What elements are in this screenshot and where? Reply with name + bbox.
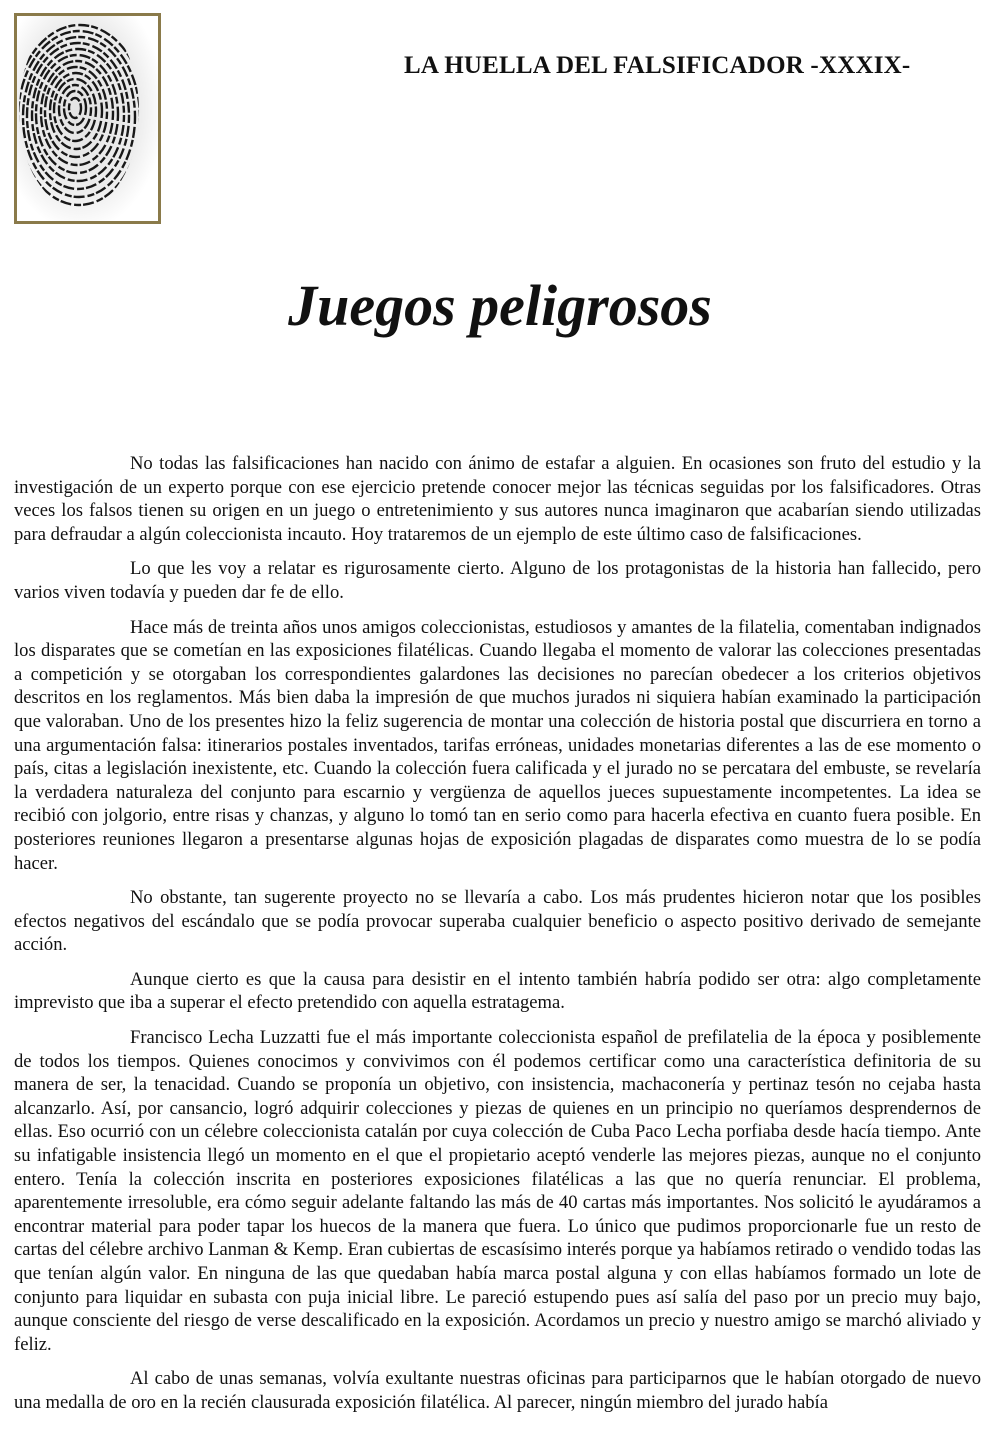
paragraph: Aunque cierto es que la causa para desistir en el intento también habría podido ser otra: algo completamente imprevisto que iba a superar el efecto pretendido con aquella estratagema. xyxy=(14,968,981,1014)
paragraph: Lo que les voy a relatar es rigurosamente cierto. Alguno de los protagonistas de la historia han fallecido, pero varios viven todavía y pueden dar fe de ello. xyxy=(14,558,981,603)
paragraph: No todas las falsificaciones han nacido con ánimo de estafar a alguien. En ocasiones son fruto del estudio y la investigación de un experto porque con ese ejercicio pretende conocer mejor las técnicas seguidas por los falsificadores. Otras veces los falsos tienen su origen en un juego o entretenimiento y sus autores nunca imaginaron que acabarían siendo utilizadas para defraudar a algún coleccionista incauto. Hoy trataremos de un ejemplo de este último caso de falsificaciones. xyxy=(14,453,981,545)
fingerprint-icon xyxy=(17,16,158,221)
article-body xyxy=(14,452,981,1426)
series-title: LA HUELLA DEL FALSIFICADOR -XXXIX- xyxy=(404,52,911,79)
paragraph: Al cabo de unas semanas, volvía exultante nuestras oficinas para participarnos que le habían otorgado de nuevo una medalla de oro en la recién clausurada exposición filatélica. Al parecer, ningún miembro del jurado había xyxy=(14,1368,981,1413)
paragraph: Hace más de treinta años unos amigos coleccionistas, estudiosos y amantes de la filatelia, comentaban indignados los disparates que se cometían en las exposiciones filatélicas. Cuando llegaba el momento de valorar las colecciones presentadas a competición y se otorgaban los correspondientes galardones las decisiones no parecían obedecer a los criterios objetivos descritos en los reglamentos. Más bien daba la impresión de que muchos jurados ni siquiera habían examinado la participación que valoraban. Uno de los presentes hizo la feliz sugerencia de montar una colección de historia postal que discurriera en torno a una argumentación falsa: itinerarios postales inventados, tarifas erróneas, unidades monetarias diferentes a las de ese momento o país, citas a legislación inexistente, etc. Cuando la colección fuera calificada y el jurado no se percatara del embuste, se revelaría la verdadera naturaleza del conjunto para escarnio y vergüenza de aquellos jueces supuestamente incompetentes. La idea se recibió con jolgorio, entre risas y chanzas, y alguno lo tomó tan en serio como para hacerla efectiva en cuanto fuera posible. En posteriores reuniones llegaron a presentarse algunas hojas de exposición plagadas de disparates como muestra de lo se podía hacer. xyxy=(14,616,981,874)
article-title: Juegos peligrosos xyxy=(288,273,712,338)
paragraph: No obstante, tan sugerente proyecto no se llevaría a cabo. Los más prudentes hicieron notar que los posibles efectos negativos del escándalo que se podía provocar superaba cualquier beneficio o aspecto positivo derivado de semejante acción. xyxy=(14,887,981,956)
paragraph: Francisco Lecha Luzzatti fue el más importante coleccionista español de prefilatelia de la época y posiblemente de todos los tiempos. Quienes conocimos y convivimos con él podemos certificar como una característica definitoria de su manera de ser, la tenacidad. Cuando se proponía un objetivo, con insistencia, machaconería y pertinaz tesón no cejaba hasta alcanzarlo. Así, por cansancio, logró adquirir colecciones y piezas de quienes en un principio no queríamos desprendernos de ellas. Eso ocurrió con un célebre coleccionista catalán por cuya colección de Cuba Paco Lecha porfiaba desde hacía tiempo. Ante su infatigable insistencia llegó un momento en el que el propietario aceptó venderle las mejores piezas, aunque no el conjunto entero. Tenía la colección inscrita en posteriores exposiciones filatélicas a las que no quería renunciar. El problema, aparentemente irresoluble, era cómo seguir adelante faltando las más de 40 cartas más importantes. Nos solicitó le ayudáramos a encontrar material para poder tapar los huecos de la manera que fuera. Lo único que pudimos proporcionarle fue un resto de cartas del célebre archivo Lanman & Kemp. Eran cubiertas de escasísimo interés porque ya habíamos retirado o vendido todas las que tenían algún valor. En ninguna de las que quedaban había marca postal alguna y con ellas habíamos formado un lote de conjunto para liquidar en subasta con puja inicial libre. Le pareció estupendo pues así salía del paso por un precio muy bajo, aunque consciente del riesgo de verse descalificado en la exposición. Acordamos un precio y nuestro amigo se marchó aliviado y feliz. xyxy=(14,1027,981,1355)
fingerprint-logo xyxy=(14,13,161,224)
